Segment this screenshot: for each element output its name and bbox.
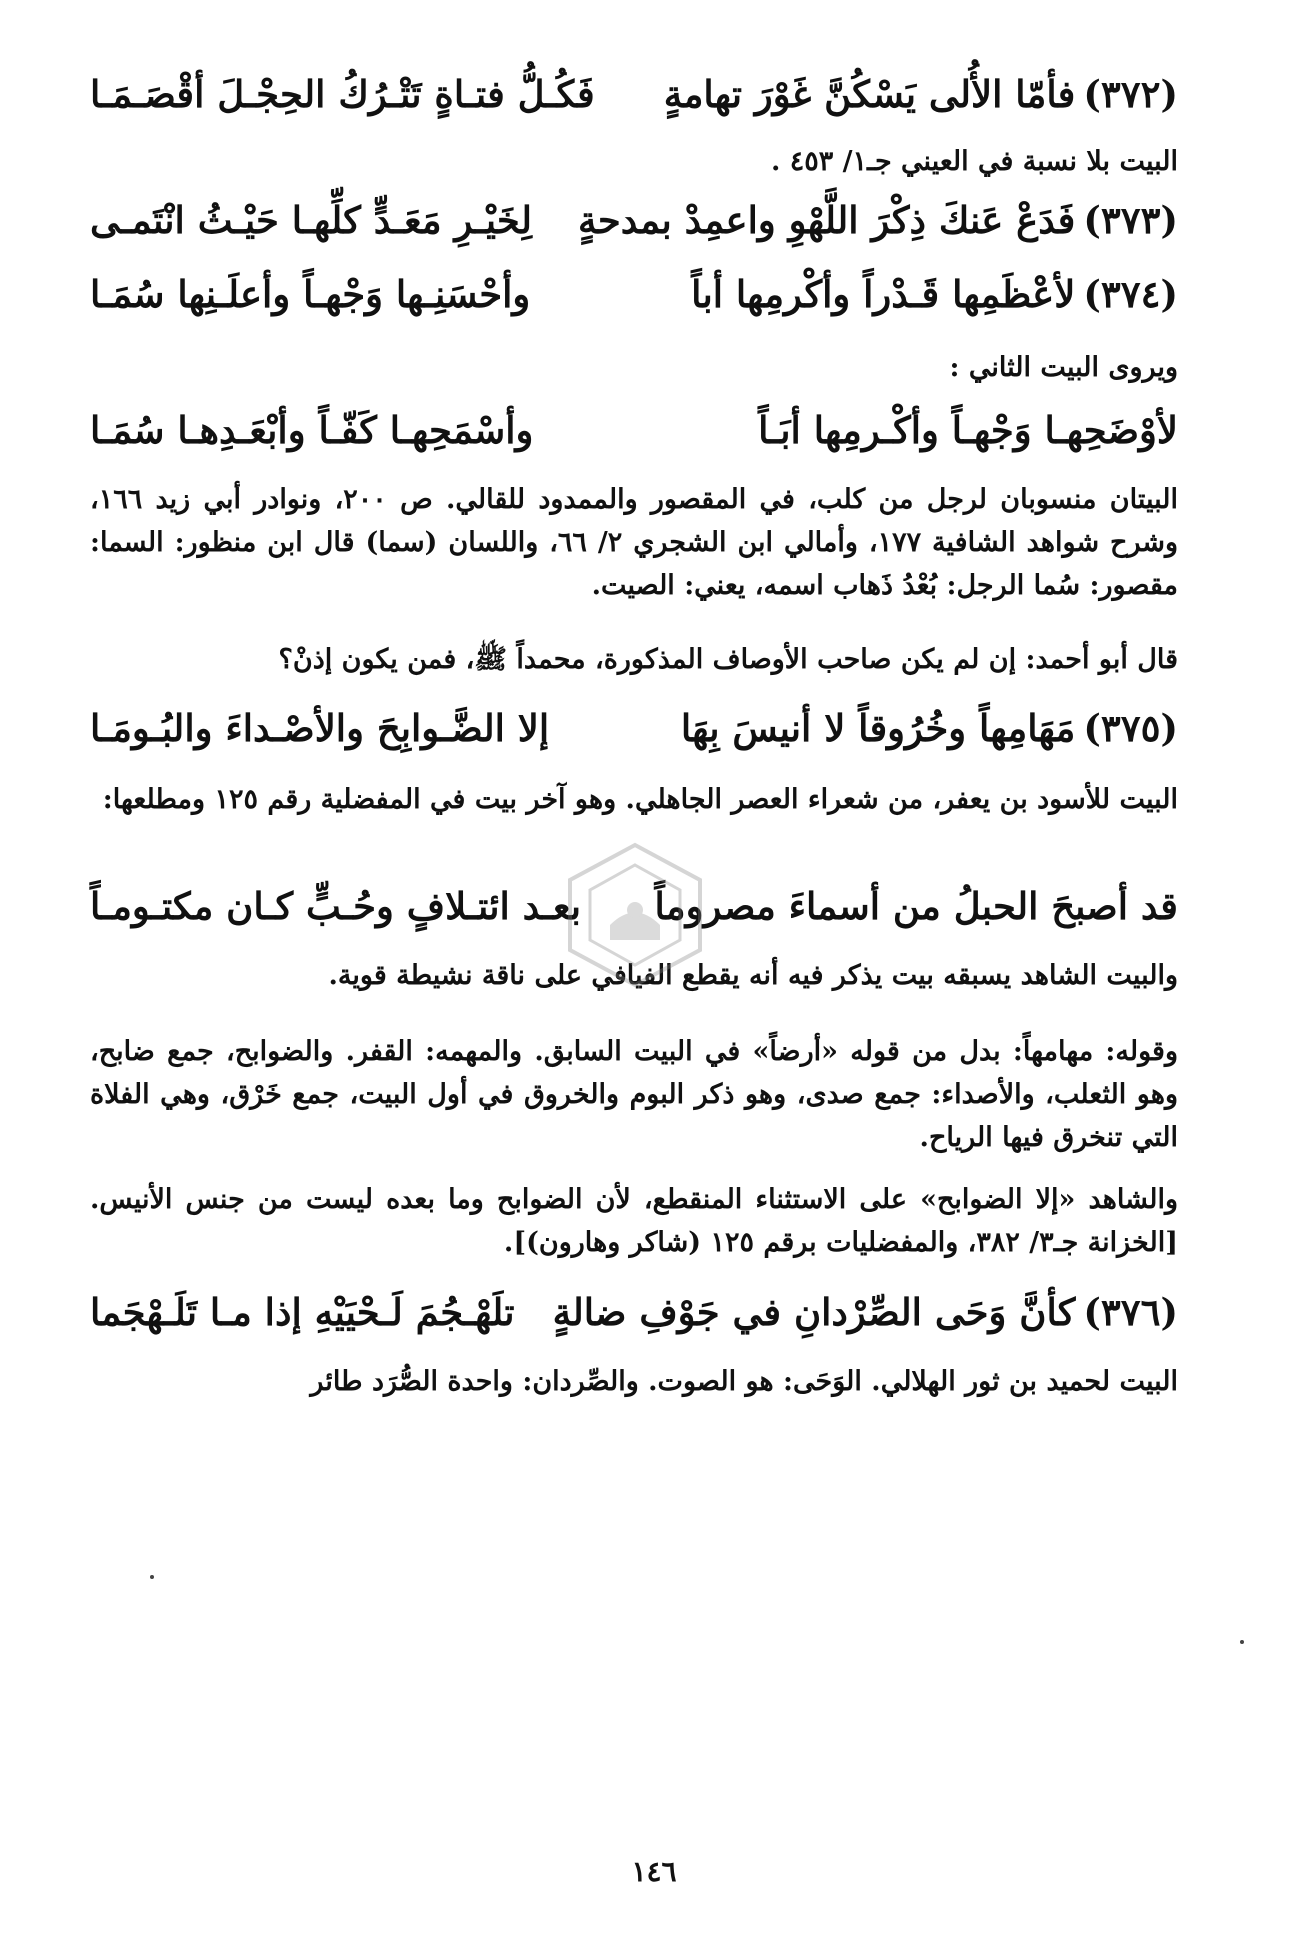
verse-first-hemistich: (٣٧٦)كأنَّ وَحَى الصِّرْدانِ في جَوْفِ ضالةٍ [552,1290,1178,1334]
paragraph-vocabulary-375: وقوله: مهامهاً: بدل من قوله «أرضاً» في البيت السابق. والمهمه: القفر. والضوابح، جمع ضابح، وهو الثعلب، والأصداء: جمع صدى، وهو ذكر البوم والخروق في أول البيت، جمع خَرْق، وهي الفلاة التي تنخرق فيها الرياح. [90,1036,1178,1153]
paragraph-variant-intro: ويروى البيت الثاني : [949,352,1178,383]
paragraph-sources-373-374: البيتان منسوبان لرجل من كلب، في المقصور والممدود للقالي. ص ٢٠٠، ونوادر أبي زيد ١٦٦، وشرح شواهد الشافية ١٧٧، وأمالي ابن الشجري ٢/ ٦٦، واللسان (سما) قال ابن منظور: السما: مقصور: سُما الرجل: بُعْدُ ذَهاب اسمه، يعني: الصيت. [90,484,1178,601]
verse-number: (٣٧٥) [1083,706,1178,750]
verse-second-hemistich: تلَهْـجُمَ لَـحْيَيْهِ إذا مـا تَلَـهْجَما [90,1290,515,1334]
paragraph-attribution-376: البيت لحميد بن ثور الهلالي. الوَحَى: هو الصوت. والصِّردان: واحدة الصُّرَد طائر [310,1366,1178,1397]
verse-first-hemistich: (٣٧٣)فَدَعْ عَنكَ ذِكْرَ اللَّهْوِ واعمِدْ بمدحةٍ [577,198,1178,242]
paragraph-attribution-375: البيت للأسود بن يعفر، من شعراء العصر الجاهلي. وهو آخر بيت في المفضلية رقم ١٢٥ ومطلعها: [102,784,1178,815]
verse-number: (٣٧٢) [1083,72,1178,116]
verse-375 [90,706,1178,750]
verse-first-hemistich: (٣٧٥)مَهَامِهاً وخُرُوقاً لا أنيسَ بِهَا [680,706,1178,750]
verse-376 [90,1290,1178,1334]
scan-speck [150,1575,154,1579]
verse-second-hemistich: بعـد ائتـلافٍ وحُـبٍّ كـان مكتـومـاً [90,884,582,928]
verse-second-hemistich: إلا الضَّـوابِحَ والأصْـداءَ والبُـومَـا [90,706,550,750]
scan-speck [1240,1640,1244,1644]
verse-first-hemistich: (٣٧٤)لأعْظَمِها قَـدْراً وأكْرمِها أباً [691,272,1178,316]
verse-second-hemistich: فَكُـلُّ فتـاةٍ تَتْـرُكُ الحِجْـلَ أقْصَـمَـا [90,72,595,116]
verse-first-hemistich: قد أصبحَ الحبلُ من أسماءَ مصروماً [654,884,1178,928]
paragraph-grammar-375: والشاهد «إلا الضوابح» على الاستثناء المنقطع، لأن الضوابح وما بعده ليست من جنس الأنيس. [الخزانة جـ٣/ ٣٨٢، والمفضليات برقم ١٢٥ (شاكر وهارون)]. [90,1184,1178,1258]
verse-second-hemistich: لِخَيْـرِ مَعَـدٍّ كلِّهـا حَيْـثُ انْتَمـى [90,198,533,242]
verse-first-hemistich: لأوْضَحِهـا وَجْهـاً وأكْـرمِها أبَـاً [758,408,1178,452]
verse-number: (٣٧٦) [1083,1290,1178,1334]
verse-374 [90,272,1178,316]
page-number: ١٤٦ [631,1855,677,1888]
paragraph-abu-ahmad: قال أبو أحمد: إن لم يكن صاحب الأوصاف المذكورة، محمداً ﷺ، فمن يكون إذنْ؟ [278,644,1178,675]
verse-number: (٣٧٣) [1083,198,1178,242]
verse-number: (٣٧٤) [1083,272,1178,316]
paragraph-context-375: والبيت الشاهد يسبقه بيت يذكر فيه أنه يقطع الفيافي على ناقة نشيطة قوية. [328,960,1178,991]
verse-373 [90,198,1178,242]
verse-variant [90,408,1178,452]
verse-372 [90,72,1178,116]
library-stamp-icon [560,840,710,990]
verse-first-hemistich: (٣٧٢)فأمّا الأُلى يَسْكُنَّ غَوْرَ تهامةٍ [663,72,1178,116]
verse-second-hemistich: وأسْمَحِهـا كَفّـاً وأبْعَـدِهـا سُمَـا [90,408,534,452]
verse-second-hemistich: وأحْسَنِـها وَجْهـاً وأعلَـنِها سُمَـا [90,272,531,316]
paragraph-source-372: البيت بلا نسبة في العيني جـ١/ ٤٥٣ . [770,146,1178,177]
